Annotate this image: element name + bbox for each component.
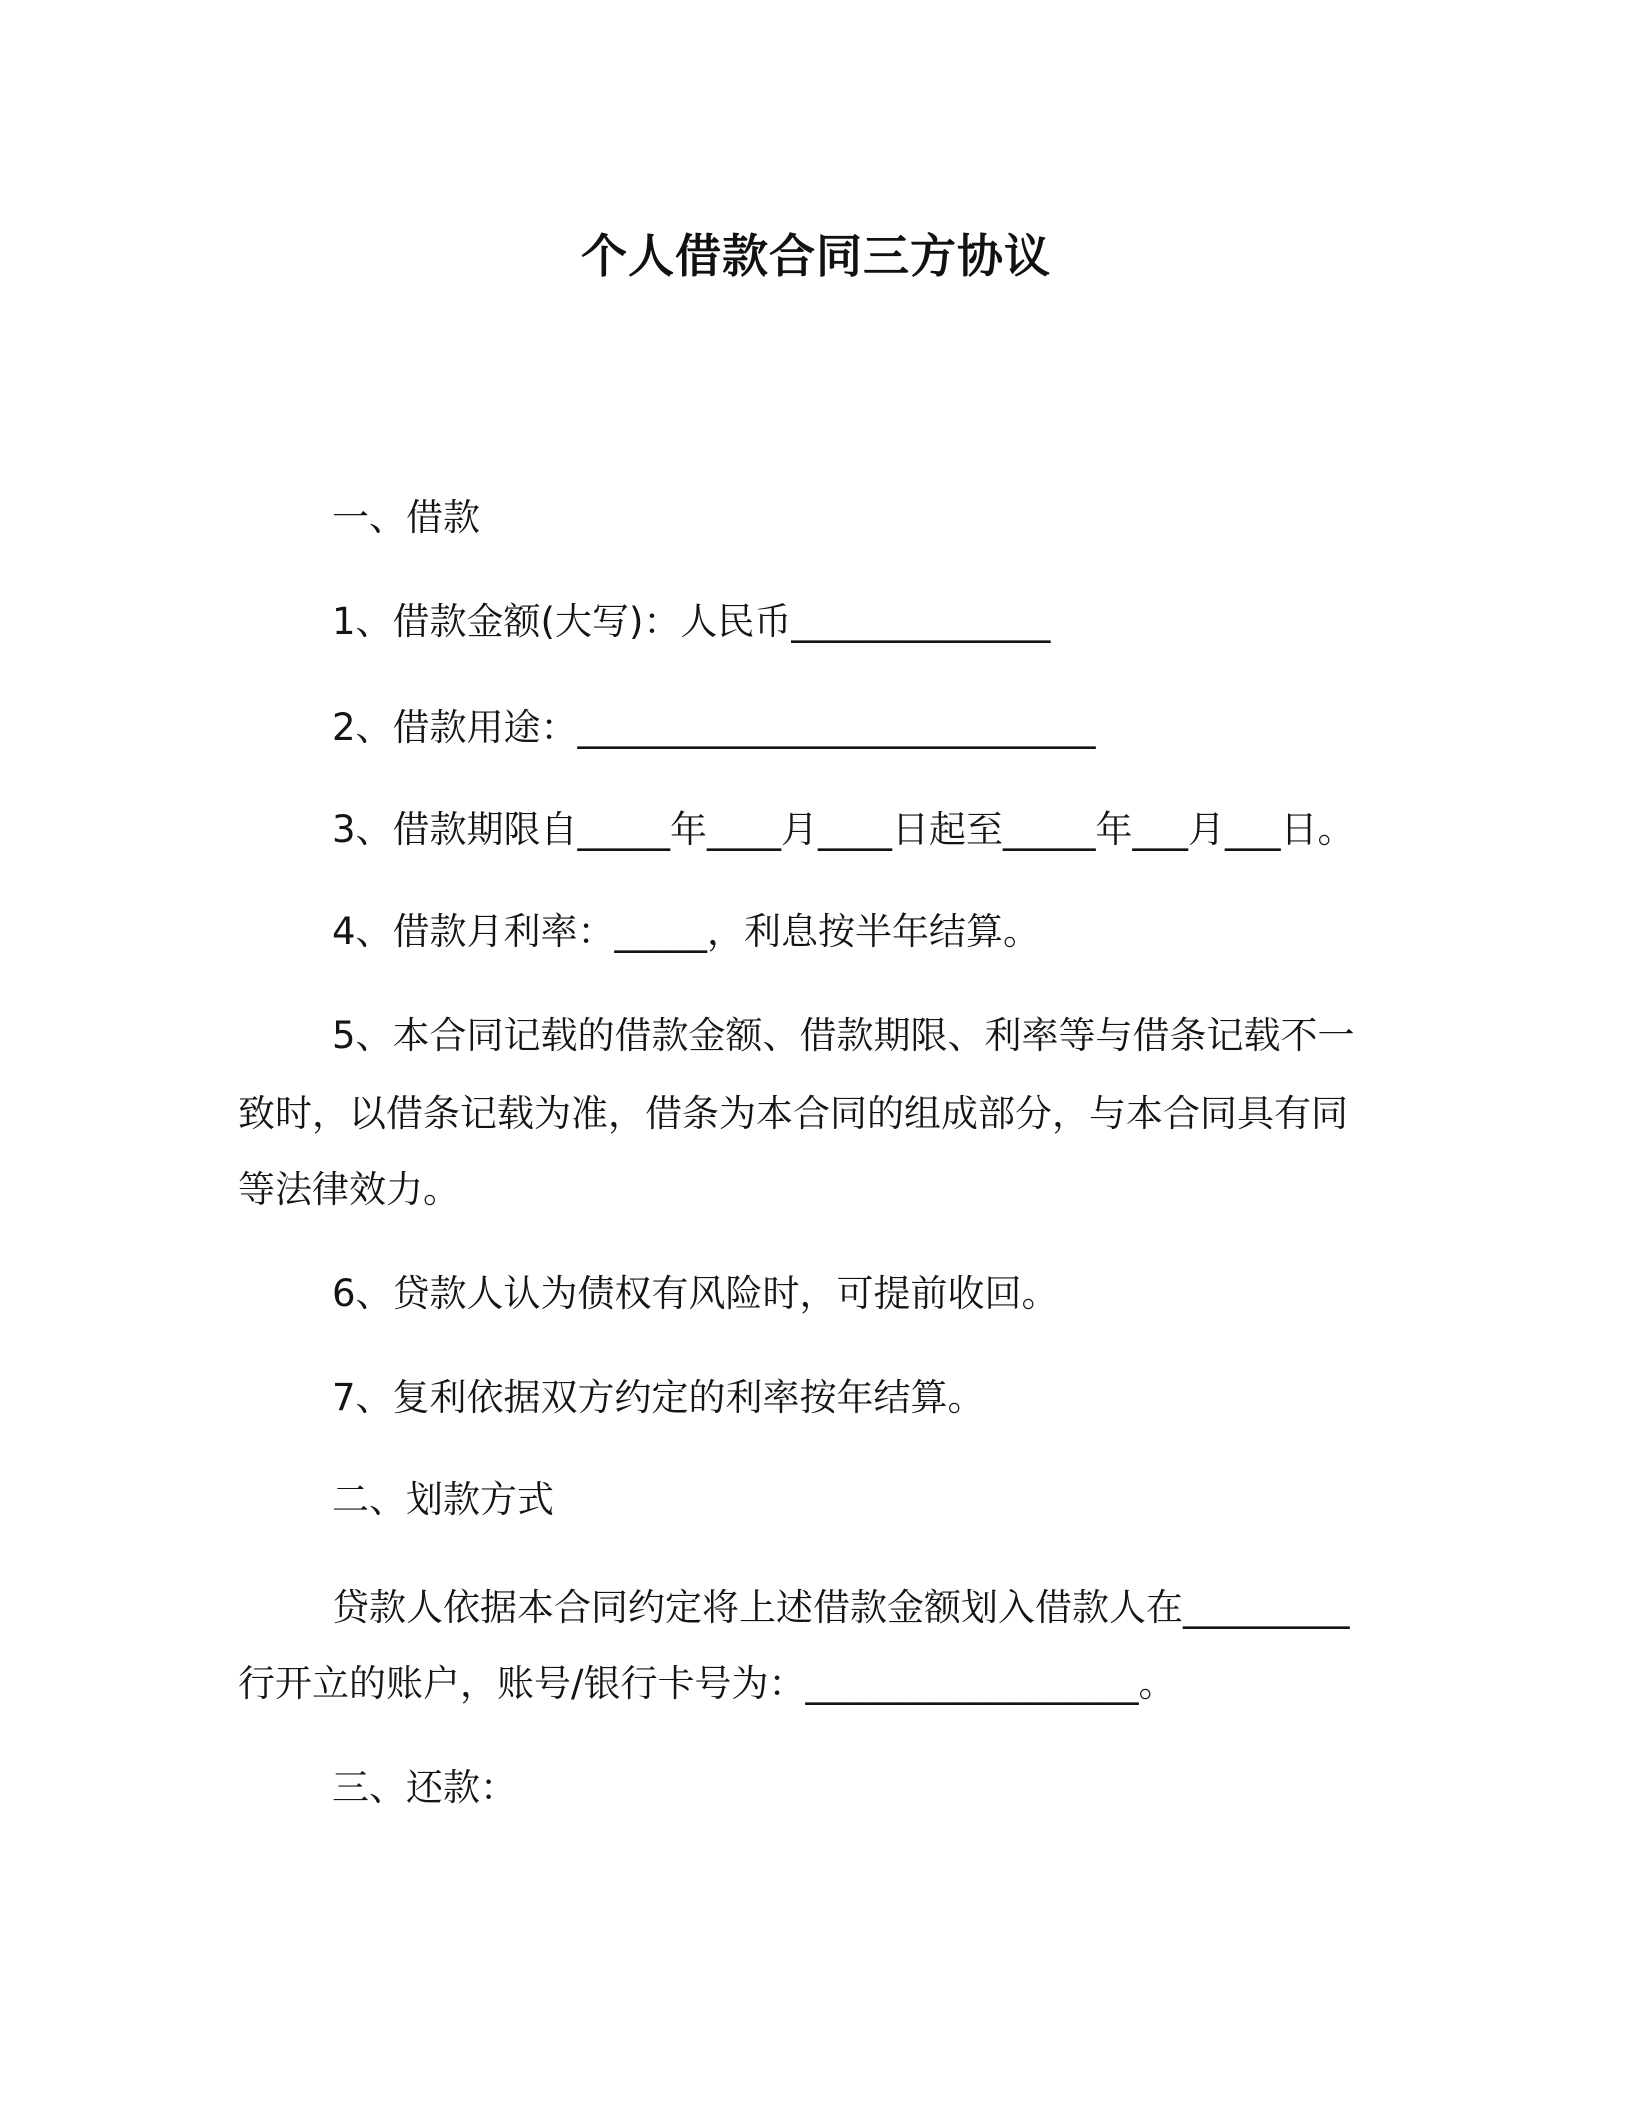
clause-compound-interest: 7、复利依据双方约定的利率按年结算。 (332, 1376, 985, 1419)
section-heading-transfer: 二、划款方式 (332, 1478, 554, 1521)
clause-early-recall: 6、贷款人认为债权有风险时，可提前收回。 (332, 1272, 1059, 1315)
section-heading-loan: 一、借款 (332, 496, 480, 539)
clause-5-line-1: 5、本合同记载的借款金额、借款期限、利率等与借条记载不一 (332, 1014, 1355, 1057)
clause-5-line-2: 致时，以借条记载为准，借条为本合同的组成部分，与本合同具有同 (238, 1092, 1348, 1135)
clause-5-line-3: 等法律效力。 (238, 1168, 460, 1211)
section-heading-repayment: 三、还款： (332, 1766, 517, 1809)
document-title: 个人借款合同三方协议 (581, 229, 1051, 283)
clause-loan-purpose: 2、借款用途：____________________________ (332, 706, 1096, 749)
clause-monthly-interest: 4、借款月利率：_____，利息按半年结算。 (332, 910, 1041, 953)
transfer-line-2: 行开立的账户，账号/银行卡号为：__________________。 (238, 1662, 1176, 1705)
clause-loan-term: 3、借款期限自_____年____月____日起至_____年___月___日。 (332, 808, 1355, 851)
clause-loan-amount: 1、借款金额(大写)：人民币______________ (332, 600, 1051, 643)
transfer-line-1: 贷款人依据本合同约定将上述借款金额划入借款人在_________ (332, 1586, 1350, 1629)
